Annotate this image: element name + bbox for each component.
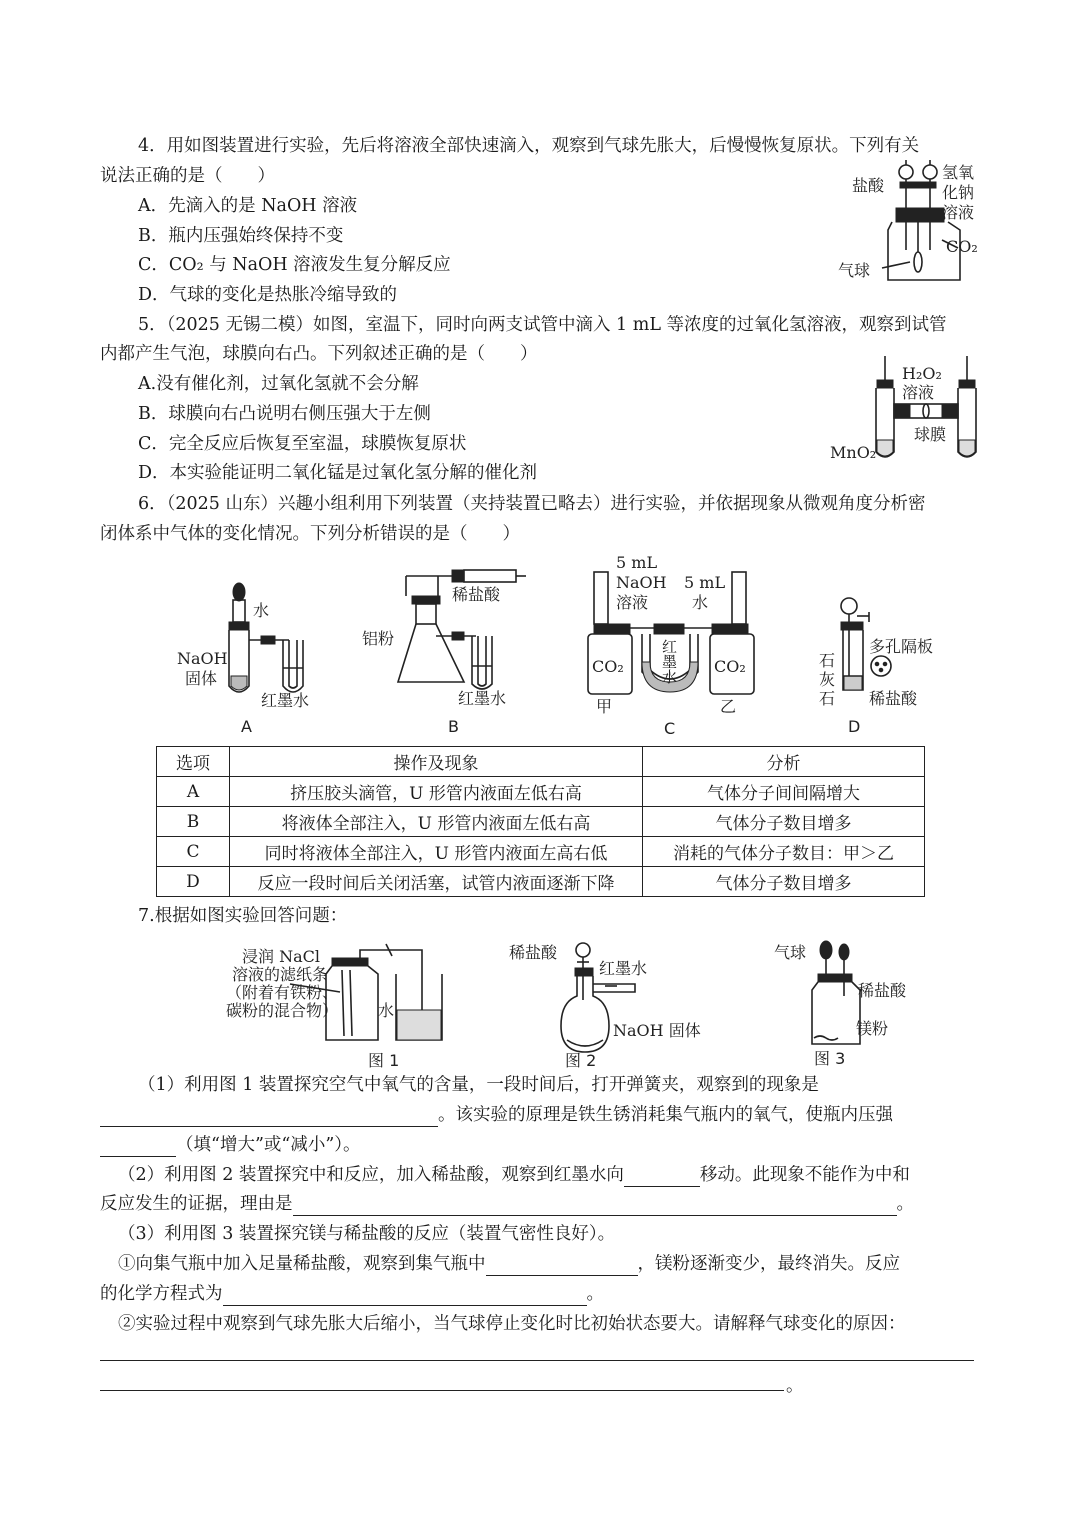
q7-part3b-line: ②实验过程中观察到气球先胀大后缩小，当气球停止变化时比初始状态要大。请解释气球变化的原因： bbox=[118, 1314, 906, 1334]
fig-b-caption: B bbox=[448, 717, 459, 736]
fig-d-label-plate: 多孔隔板 bbox=[869, 637, 934, 656]
q4-option-a: A．先滴入的是 NaOH 溶液 bbox=[138, 196, 358, 216]
q7-part1-line1: （1）利用图 1 装置探究空气中氧气的含量，一段时间后，打开弹簧夹，观察到的现象是 bbox=[138, 1075, 819, 1095]
q4-stem-line1: 4．用如图装置进行实验，先后将溶液全部快速滴入，观察到气球先胀大，后慢慢恢复原状。下列有关 bbox=[138, 136, 920, 156]
fig2-label-naoh: NaOH 固体 bbox=[613, 1021, 701, 1040]
fig-c-label-yi: 乙 bbox=[720, 697, 737, 716]
q4-option-c: C．CO₂ 与 NaOH 溶液发生复分解反应 bbox=[138, 255, 451, 275]
q5-stem-line2: 内都产生气泡，球膜向右凸。下列叙述正确的是（ ） bbox=[100, 344, 538, 364]
fig-a-label-ink: 红墨水 bbox=[261, 691, 310, 710]
q6-stem-line1: 6．（2025 山东）兴趣小组利用下列装置（夹持装置已略去）进行实验，并依据现象从微观角度分析密 bbox=[138, 494, 926, 514]
q4-label-naoh3: 溶液 bbox=[942, 203, 975, 222]
q7-figure-3 bbox=[770, 940, 930, 1072]
q7-figure-1 bbox=[200, 944, 470, 1072]
q7-part1-text3: （填“增大”或“减小”）。 bbox=[176, 1135, 361, 1155]
q6-figure-d bbox=[815, 594, 965, 738]
q7-part2-line1 bbox=[118, 1163, 910, 1187]
table-cell: 气体分子数目增多 bbox=[643, 807, 925, 837]
answer-line[interactable] bbox=[100, 1390, 784, 1391]
q7-part3a-text2: ，镁粉逐渐变少，最终消失。反应 bbox=[637, 1254, 900, 1274]
fig1-label-line2: 溶液的滤纸条 bbox=[232, 965, 329, 984]
q6-figure-a bbox=[175, 576, 335, 736]
fig-d-label-lime1: 石 bbox=[819, 651, 836, 670]
q5-label-mno2: MnO₂ bbox=[830, 443, 877, 462]
q7-figure-2 bbox=[505, 940, 725, 1072]
q5-option-d: D．本实验能证明二氧化锰是过氧化氢分解的催化剂 bbox=[138, 463, 538, 483]
q4-label-hcl: 盐酸 bbox=[852, 176, 885, 195]
answer-blank[interactable] bbox=[624, 1168, 700, 1187]
answer-line[interactable] bbox=[100, 1360, 974, 1361]
fig-c-label-5ml-a: 5 mL bbox=[616, 553, 658, 572]
table-cell: 挤压胶头滴管，U 形管内液面左低右高 bbox=[230, 777, 643, 807]
fig-c-label-ink: 墨 bbox=[662, 653, 678, 671]
q7-part3a-text3: 的化学方程式为 bbox=[100, 1284, 223, 1304]
fig-b-label-hcl: 稀盐酸 bbox=[452, 585, 501, 604]
q7-part3a-line1 bbox=[118, 1252, 900, 1276]
q7-part2-line2 bbox=[100, 1192, 914, 1216]
fig-c-label-solution: 溶液 bbox=[616, 593, 649, 612]
q7-part3a-line2 bbox=[100, 1282, 604, 1306]
q6-stem-line2: 闭体系中气体的变化情况。下列分析错误的是（ ） bbox=[100, 524, 520, 544]
fig2-label-hcl: 稀盐酸 bbox=[509, 943, 558, 962]
q5-label-solution: 溶液 bbox=[902, 383, 935, 402]
q7-part2-end: 。 bbox=[896, 1194, 914, 1214]
table-header: 选项 bbox=[157, 747, 230, 777]
table-header: 分析 bbox=[643, 747, 925, 777]
table-row bbox=[157, 807, 925, 837]
fig-c-label-water: 水 bbox=[692, 593, 709, 612]
q5-option-b: B．球膜向右凸说明右侧压强大于左侧 bbox=[138, 404, 431, 424]
fig1-label-line3: （附着有铁粉、 bbox=[226, 983, 339, 1002]
fig-d-caption: D bbox=[848, 717, 861, 736]
q4-stem-line2: 说法正确的是（ ） bbox=[100, 166, 275, 186]
fig3-label-mg: 镁粉 bbox=[856, 1019, 889, 1038]
q4-label-co2: CO₂ bbox=[946, 237, 978, 256]
fig-b-label-al: 铝粉 bbox=[362, 629, 395, 648]
fig-d-label-lime3: 石 bbox=[819, 689, 836, 708]
q4-label-naoh2: 化钠 bbox=[942, 183, 975, 202]
fig2-label-ink: 红墨水 bbox=[599, 959, 648, 978]
fig-c-label-co2-left: CO₂ bbox=[592, 657, 624, 676]
fig3-label-balloon: 气球 bbox=[774, 943, 807, 962]
fig1-label-line1: 浸润 NaCl bbox=[242, 947, 320, 966]
q7-part1-line2 bbox=[100, 1103, 893, 1127]
q4-option-b: B．瓶内压强始终保持不变 bbox=[138, 226, 344, 246]
q7-part2-text1: （2）利用图 2 装置探究中和反应，加入稀盐酸，观察到红墨水向 bbox=[118, 1165, 624, 1185]
table-cell: 气体分子间间隔增大 bbox=[643, 777, 925, 807]
fig1-label-line4: 碳粉的混合物） bbox=[226, 1001, 339, 1020]
table-header-row bbox=[157, 747, 925, 777]
table-cell: D bbox=[157, 867, 230, 897]
fig1-label-water: 水 bbox=[378, 1001, 395, 1020]
q5-stem-line1: 5．（2025 无锡二模）如图，室温下，同时向两支试管中滴入 1 mL 等浓度的过氧化氢溶液，观察到试管 bbox=[138, 315, 947, 335]
fig-d-label-lime2: 灰 bbox=[819, 670, 836, 689]
fig-a-label-solid: 固体 bbox=[185, 669, 218, 688]
table-cell: 消耗的气体分子数目：甲＞乙 bbox=[643, 837, 925, 867]
table-cell: 气体分子数目增多 bbox=[643, 867, 925, 897]
table-cell: 同时将液体全部注入，U 形管内液面左高右低 bbox=[230, 837, 643, 867]
fig-d-label-hcl: 稀盐酸 bbox=[869, 689, 918, 708]
table-cell: C bbox=[157, 837, 230, 867]
fig-b-label-ink: 红墨水 bbox=[458, 689, 507, 708]
fig2-caption: 图 2 bbox=[565, 1051, 597, 1070]
q5-option-c: C．完全反应后恢复至室温，球膜恢复原状 bbox=[138, 434, 467, 454]
fig1-caption: 图 1 bbox=[368, 1051, 400, 1070]
q7-part1-text2: 。该实验的原理是铁生锈消耗集气瓶内的氧气，使瓶内压强 bbox=[438, 1105, 893, 1125]
answer-blank[interactable] bbox=[293, 1197, 897, 1216]
table-cell: B bbox=[157, 807, 230, 837]
q7-part3b-end: 。 bbox=[786, 1376, 804, 1396]
q7-part3a-text1: ①向集气瓶中加入足量稀盐酸，观察到集气瓶中 bbox=[118, 1254, 486, 1274]
answer-blank[interactable] bbox=[100, 1138, 176, 1157]
fig-c-label-naoh: NaOH bbox=[616, 573, 667, 592]
q7-part3a-end: 。 bbox=[586, 1284, 604, 1304]
fig-c-caption: C bbox=[664, 719, 676, 738]
q6-figure-b bbox=[360, 566, 540, 736]
fig-a-label-naoh: NaOH bbox=[177, 649, 228, 668]
fig-c-label-red: 红 bbox=[662, 638, 678, 656]
fig-a-label-water: 水 bbox=[253, 601, 270, 620]
q4-apparatus-figure bbox=[830, 140, 990, 290]
answer-blank[interactable] bbox=[223, 1287, 587, 1306]
table-row bbox=[157, 837, 925, 867]
table-row bbox=[157, 777, 925, 807]
q5-option-a: A.没有催化剂，过氧化氢就不会分解 bbox=[138, 374, 419, 394]
q4-label-balloon: 气球 bbox=[838, 261, 871, 280]
fig3-label-hcl: 稀盐酸 bbox=[858, 981, 907, 1000]
fig-a-caption: A bbox=[241, 717, 252, 736]
table-cell: 反应一段时间后关闭活塞，试管内液面逐渐下降 bbox=[230, 867, 643, 897]
q5-label-film: 球膜 bbox=[914, 425, 947, 444]
q7-part2-text2: 移动。此现象不能作为中和 bbox=[699, 1165, 910, 1185]
q5-label-h2o2: H₂O₂ bbox=[902, 364, 942, 383]
q7-title: 7.根据如图实验回答问题： bbox=[138, 906, 348, 926]
q6-options-table bbox=[156, 746, 925, 897]
q4-option-d: D．气球的变化是热胀冷缩导致的 bbox=[138, 285, 398, 305]
table-cell: 将液体全部注入，U 形管内液面左低右高 bbox=[230, 807, 643, 837]
answer-blank[interactable] bbox=[100, 1108, 438, 1127]
fig-c-label-5ml-b: 5 mL bbox=[684, 573, 726, 592]
table-cell: A bbox=[157, 777, 230, 807]
answer-blank[interactable] bbox=[486, 1257, 638, 1276]
fig-c-label-co2-right: CO₂ bbox=[714, 657, 746, 676]
fig-c-label-water2: 水 bbox=[662, 668, 678, 686]
q7-part3-line: （3）利用图 3 装置探究镁与稀盐酸的反应（装置气密性良好）。 bbox=[118, 1224, 616, 1244]
fig3-caption: 图 3 bbox=[814, 1049, 846, 1068]
q4-label-naoh1: 氢氧 bbox=[942, 163, 975, 182]
q7-part2-text3: 反应发生的证据，理由是 bbox=[100, 1194, 293, 1214]
table-header: 操作及现象 bbox=[230, 747, 643, 777]
q5-apparatus-figure bbox=[830, 352, 990, 470]
q7-part1-line3 bbox=[100, 1133, 361, 1157]
q6-figure-c bbox=[580, 552, 760, 738]
fig-c-label-jia: 甲 bbox=[596, 697, 613, 716]
table-row bbox=[157, 867, 925, 897]
